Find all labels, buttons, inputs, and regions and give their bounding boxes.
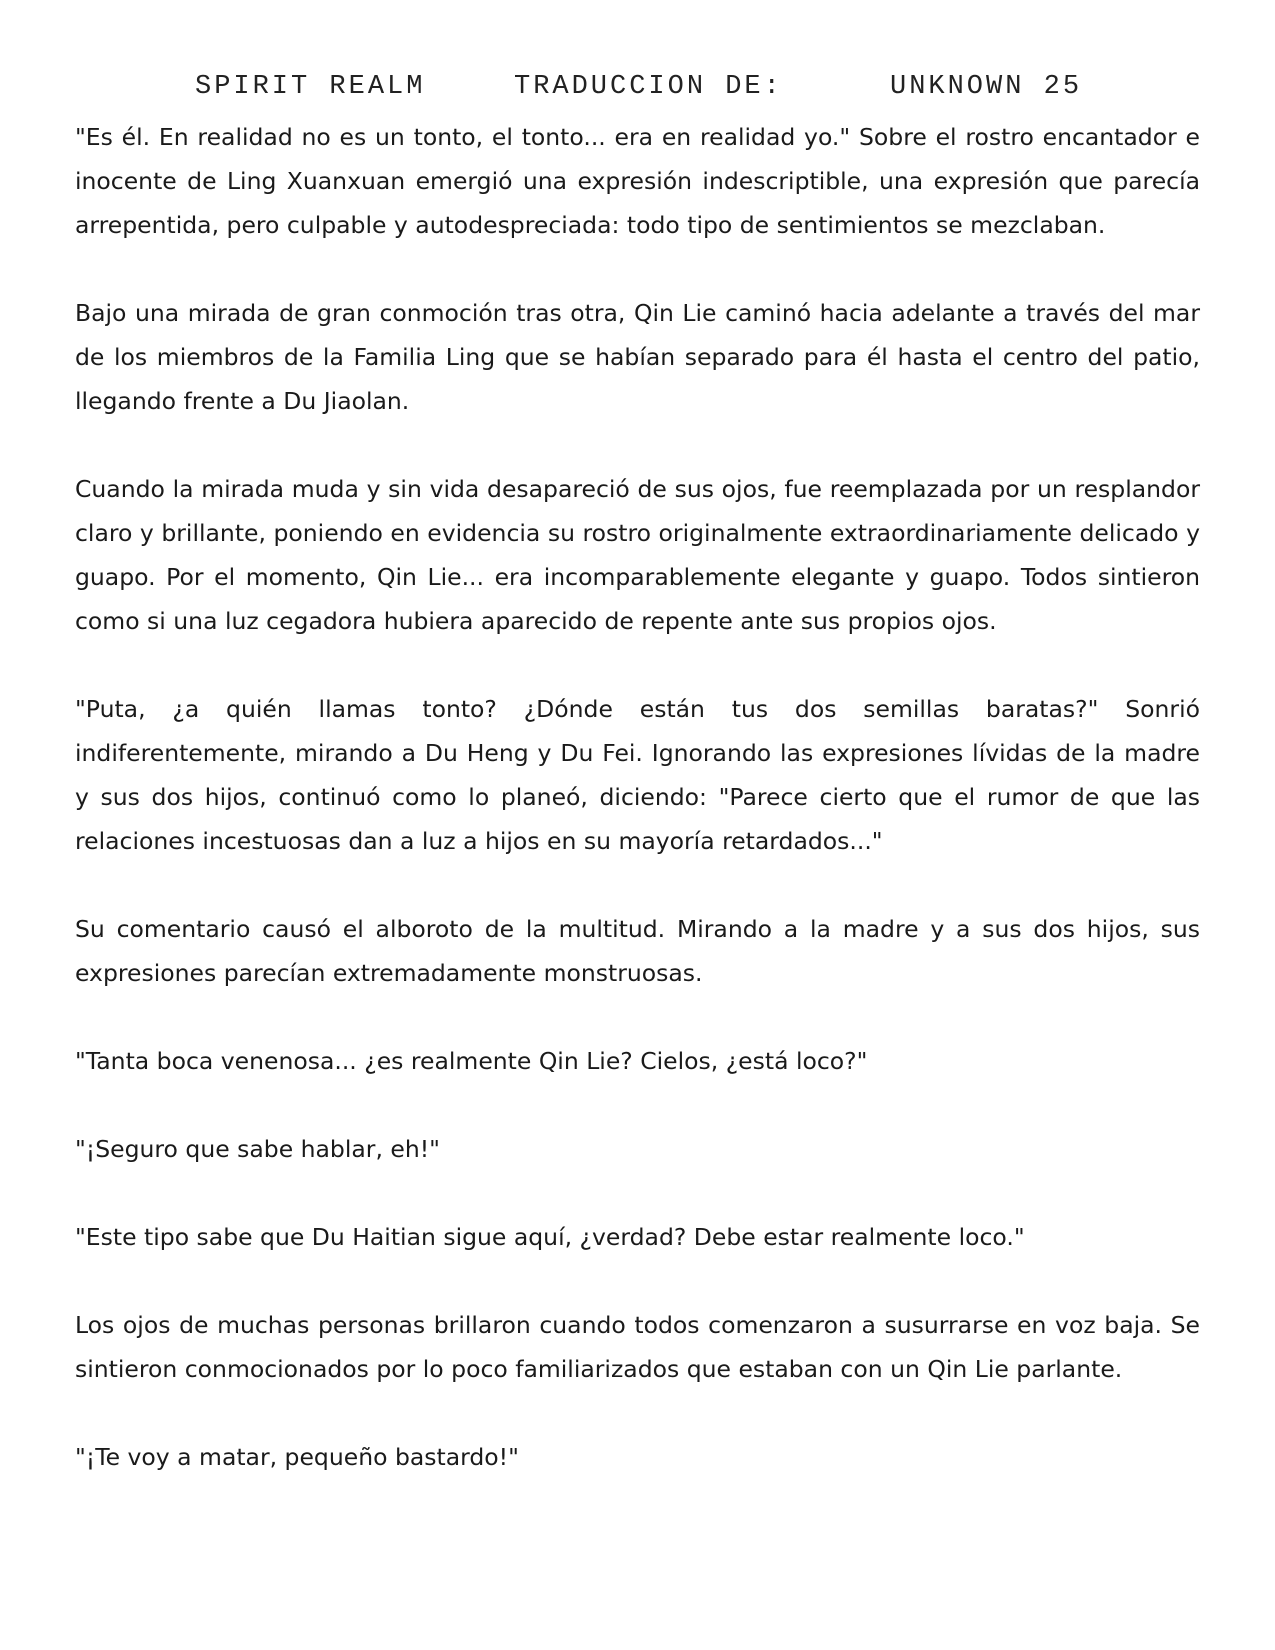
paragraph: "¡Seguro que sabe hablar, eh!" (75, 1135, 440, 1163)
paragraph: "Tanta boca venenosa... ¿es realmente Qin Lie? Cielos, ¿está loco?" (75, 1047, 868, 1075)
paragraph: Los ojos de muchas personas brillaron cuando todos comenzaron a susurrarse en voz baja. Se sintieron conmocionados por lo poco familiarizados que estaban con un Qin Lie parlante. (75, 1311, 1200, 1383)
header-translation-label: TRADUCCION DE: (514, 72, 783, 102)
body-text (75, 115, 1200, 1479)
page-header (0, 72, 1275, 112)
paragraph: Bajo una mirada de gran conmoción tras otra, Qin Lie caminó hacia adelante a través del mar de los miembros de la Familia Ling que se habían separado para él hasta el centro del patio, llegando frente a Du Jiaolan. (75, 299, 1200, 415)
paragraph: "Puta, ¿a quién llamas tonto? ¿Dónde están tus dos semillas baratas?" Sonrió indiferentemente, mirando a Du Heng y Du Fei. Ignorando las expresiones lívidas de la madre y sus dos hijos, continuó como lo planeó, diciendo: "Parece cierto que el rumor de que las relaciones incestuosas dan a luz a hijos en su mayoría retardados..." (75, 695, 1200, 855)
paragraph: "Este tipo sabe que Du Haitian sigue aquí, ¿verdad? Debe estar realmente loco." (75, 1223, 1025, 1251)
header-title: SPIRIT REALM (195, 72, 426, 102)
paragraph: "Es él. En realidad no es un tonto, el tonto... era en realidad yo." Sobre el rostro encantador e inocente de Ling Xuanxuan emergió una expresión indescriptible, una expresión que parecía arrepentida, pero culpable y autodespreciada: todo tipo de sentimientos se mezclaban. (75, 123, 1200, 239)
paragraph: Su comentario causó el alboroto de la multitud. Mirando a la madre y a sus dos hijos, sus expresiones parecían extremadamente monstruosas. (75, 915, 1200, 987)
paragraph: "¡Te voy a matar, pequeño bastardo!" (75, 1443, 519, 1471)
paragraph: Cuando la mirada muda y sin vida desapareció de sus ojos, fue reemplazada por un resplandor claro y brillante, poniendo en evidencia su rostro originalmente extraordinariamente delicado y guapo. Por el momento, Qin Lie... era incomparablemente elegante y guapo. Todos sintieron como si una luz cegadora hubiera aparecido de repente ante sus propios ojos. (75, 475, 1200, 635)
header-translator: UNKNOWN 25 (890, 72, 1083, 102)
